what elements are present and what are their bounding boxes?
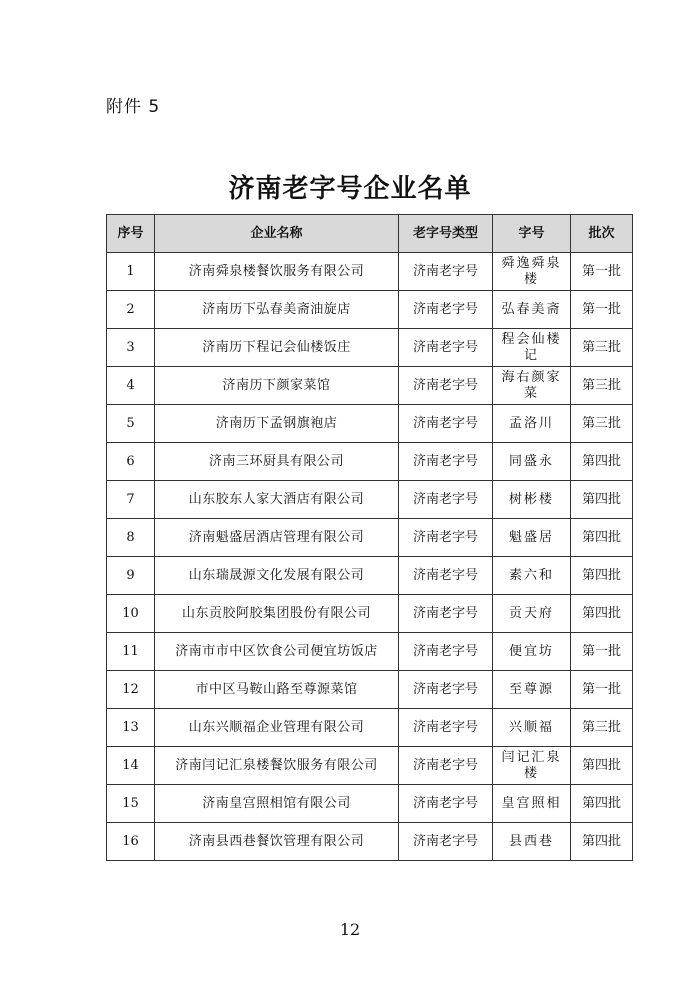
cell-batch: 第四批: [571, 557, 633, 595]
cell-batch: 第四批: [571, 785, 633, 823]
cell-serial-number: 13: [107, 709, 155, 747]
table-row: [107, 329, 633, 367]
cell-brand-type: 济南老字号: [399, 823, 493, 861]
cell-company-name: 山东胶东人家大酒店有限公司: [155, 481, 399, 519]
cell-company-name: 济南市市中区饮食公司便宜坊饭店: [155, 633, 399, 671]
cell-batch: 第四批: [571, 595, 633, 633]
cell-serial-number: 10: [107, 595, 155, 633]
cell-brand-type: 济南老字号: [399, 557, 493, 595]
table-row: [107, 519, 633, 557]
cell-company-name: 济南魁盛居酒店管理有限公司: [155, 519, 399, 557]
cell-brand-name: 树彬楼: [493, 481, 571, 519]
cell-brand-name: 弘春美斋: [493, 291, 571, 329]
cell-batch: 第四批: [571, 481, 633, 519]
cell-brand-name: 同盛永: [493, 443, 571, 481]
header-serial-number: 序号: [107, 215, 155, 253]
cell-brand-type: 济南老字号: [399, 367, 493, 405]
cell-brand-type: 济南老字号: [399, 633, 493, 671]
cell-company-name: 济南皇宫照相馆有限公司: [155, 785, 399, 823]
table-row: [107, 785, 633, 823]
cell-serial-number: 16: [107, 823, 155, 861]
cell-brand-type: 济南老字号: [399, 671, 493, 709]
cell-serial-number: 14: [107, 747, 155, 785]
cell-company-name: 山东瑞晟源文化发展有限公司: [155, 557, 399, 595]
cell-brand-type: 济南老字号: [399, 405, 493, 443]
cell-batch: 第三批: [571, 709, 633, 747]
cell-company-name: 市中区马鞍山路至尊源菜馆: [155, 671, 399, 709]
cell-serial-number: 3: [107, 329, 155, 367]
table-row: [107, 747, 633, 785]
cell-serial-number: 8: [107, 519, 155, 557]
cell-company-name: 济南历下颜家菜馆: [155, 367, 399, 405]
cell-batch: 第四批: [571, 519, 633, 557]
header-batch: 批次: [571, 215, 633, 253]
table-row: [107, 633, 633, 671]
cell-brand-type: 济南老字号: [399, 747, 493, 785]
cell-brand-name: 海右颜家菜: [493, 367, 571, 405]
cell-brand-name: 兴顺福: [493, 709, 571, 747]
cell-brand-name: 贡天府: [493, 595, 571, 633]
cell-serial-number: 7: [107, 481, 155, 519]
cell-serial-number: 1: [107, 253, 155, 291]
cell-brand-name: 素六和: [493, 557, 571, 595]
cell-company-name: 济南历下弘春美斋油旋店: [155, 291, 399, 329]
header-brand-name: 字号: [493, 215, 571, 253]
cell-batch: 第三批: [571, 405, 633, 443]
cell-brand-type: 济南老字号: [399, 595, 493, 633]
cell-serial-number: 2: [107, 291, 155, 329]
cell-batch: 第一批: [571, 671, 633, 709]
cell-serial-number: 5: [107, 405, 155, 443]
cell-company-name: 济南三环厨具有限公司: [155, 443, 399, 481]
cell-brand-name: 程会仙楼记: [493, 329, 571, 367]
attachment-label: 附件 5: [106, 97, 161, 117]
cell-company-name: 济南县西巷餐饮管理有限公司: [155, 823, 399, 861]
table-row: [107, 443, 633, 481]
cell-brand-name: 孟洛川: [493, 405, 571, 443]
cell-brand-type: 济南老字号: [399, 519, 493, 557]
table-row: [107, 709, 633, 747]
cell-brand-name: 皇宫照相: [493, 785, 571, 823]
company-list-table: [106, 214, 633, 861]
cell-brand-name: 县西巷: [493, 823, 571, 861]
cell-serial-number: 15: [107, 785, 155, 823]
cell-serial-number: 11: [107, 633, 155, 671]
cell-batch: 第四批: [571, 823, 633, 861]
cell-brand-name: 舜逸舜泉楼: [493, 253, 571, 291]
header-brand-type: 老字号类型: [399, 215, 493, 253]
cell-company-name: 济南闫记汇泉楼餐饮服务有限公司: [155, 747, 399, 785]
page-number: 12: [339, 920, 361, 939]
cell-company-name: 济南舜泉楼餐饮服务有限公司: [155, 253, 399, 291]
table-row: [107, 671, 633, 709]
cell-brand-type: 济南老字号: [399, 785, 493, 823]
cell-brand-name: 至尊源: [493, 671, 571, 709]
cell-brand-name: 闫记汇泉楼: [493, 747, 571, 785]
table-row: [107, 253, 633, 291]
cell-brand-type: 济南老字号: [399, 481, 493, 519]
table-header-row: [107, 215, 633, 253]
table-row: [107, 823, 633, 861]
cell-brand-name: 魁盛居: [493, 519, 571, 557]
cell-batch: 第一批: [571, 291, 633, 329]
cell-batch: 第三批: [571, 367, 633, 405]
cell-brand-type: 济南老字号: [399, 253, 493, 291]
header-company-name: 企业名称: [155, 215, 399, 253]
cell-brand-name: 便宜坊: [493, 633, 571, 671]
cell-brand-type: 济南老字号: [399, 709, 493, 747]
cell-brand-type: 济南老字号: [399, 443, 493, 481]
cell-batch: 第四批: [571, 747, 633, 785]
table-row: [107, 557, 633, 595]
cell-company-name: 山东兴顺福企业管理有限公司: [155, 709, 399, 747]
document-title: 济南老字号企业名单: [228, 174, 472, 204]
table-row: [107, 367, 633, 405]
table-row: [107, 481, 633, 519]
cell-batch: 第一批: [571, 633, 633, 671]
table-row: [107, 405, 633, 443]
cell-batch: 第四批: [571, 443, 633, 481]
cell-company-name: 济南历下孟钢旗袍店: [155, 405, 399, 443]
cell-serial-number: 9: [107, 557, 155, 595]
cell-company-name: 济南历下程记会仙楼饭庄: [155, 329, 399, 367]
cell-brand-type: 济南老字号: [399, 329, 493, 367]
cell-serial-number: 4: [107, 367, 155, 405]
cell-brand-type: 济南老字号: [399, 291, 493, 329]
cell-serial-number: 12: [107, 671, 155, 709]
cell-company-name: 山东贡胶阿胶集团股份有限公司: [155, 595, 399, 633]
table-row: [107, 595, 633, 633]
cell-batch: 第三批: [571, 329, 633, 367]
cell-batch: 第一批: [571, 253, 633, 291]
cell-serial-number: 6: [107, 443, 155, 481]
table-row: [107, 291, 633, 329]
